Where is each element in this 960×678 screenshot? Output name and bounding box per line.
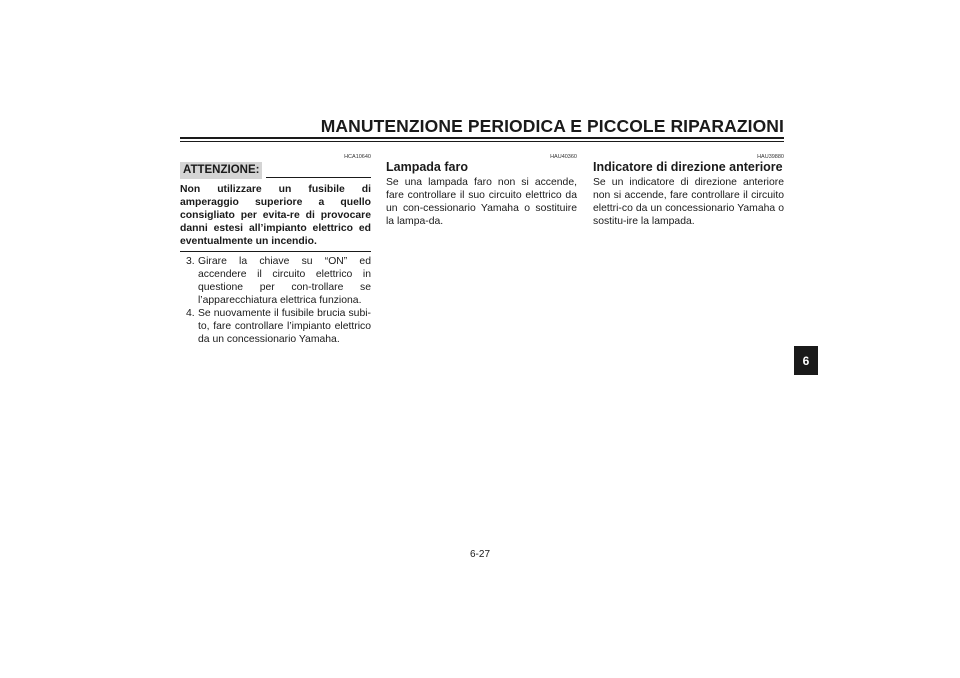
caution-text: Non utilizzare un fusibile di amperaggio superiore a quello consigliato per evita-re di provocare danni estesi all’impianto elettrico ed eventualmente un incendio.: [180, 184, 371, 247]
steps-list: [180, 255, 371, 346]
ref-code-col2: HAU40360: [550, 154, 577, 160]
page-header-title: MANUTENZIONE PERIODICA E PICCOLE RIPARAZIONI: [320, 116, 784, 136]
chapter-tab: 6: [794, 346, 818, 375]
section-body-indicatore: Se un indicatore di direzione anteriore non si accende, fare controllare il circuito elettri-co da un concessionario Yamaha o sostitu-ire la lampada.: [593, 177, 784, 227]
list-item: [180, 255, 371, 307]
section-title-indicatore: Indicatore di direzione anteriore: [593, 160, 783, 174]
step-text: Girare la chiave su “ON” ed accendere il circuito elettrico in questione per con-trollare se l’apparecchiatura elettrica funziona.: [198, 256, 371, 306]
step-number: 3.: [186, 256, 195, 267]
header-rule-thick: [180, 137, 784, 139]
list-item: [180, 307, 371, 346]
caution-header-line: [266, 177, 371, 178]
caution-bottom-rule: [180, 251, 371, 252]
column-3: [593, 160, 784, 228]
ref-code-col3: HAU39880: [757, 154, 784, 160]
section-body-lampada-faro: Se una lampada faro non si accende, fare controllare il suo circuito elettrico da un con-cessionario Yamaha o sostituire la lampa-da.: [386, 177, 577, 227]
page-number: 6-27: [469, 549, 490, 560]
step-text: Se nuovamente il fusibile brucia subi-to, fare controllare l’impianto elettrico da un concessionario Yamaha.: [198, 308, 371, 345]
column-2: [386, 160, 577, 228]
caution-header: [180, 160, 371, 179]
step-number: 4.: [186, 308, 195, 319]
caution-label: ATTENZIONE:: [180, 162, 262, 179]
section-title-lampada-faro: Lampada faro: [386, 160, 468, 174]
header-rule-thin: [180, 141, 784, 142]
ref-code-col1: HCA10640: [344, 154, 371, 160]
column-1: [180, 160, 371, 346]
